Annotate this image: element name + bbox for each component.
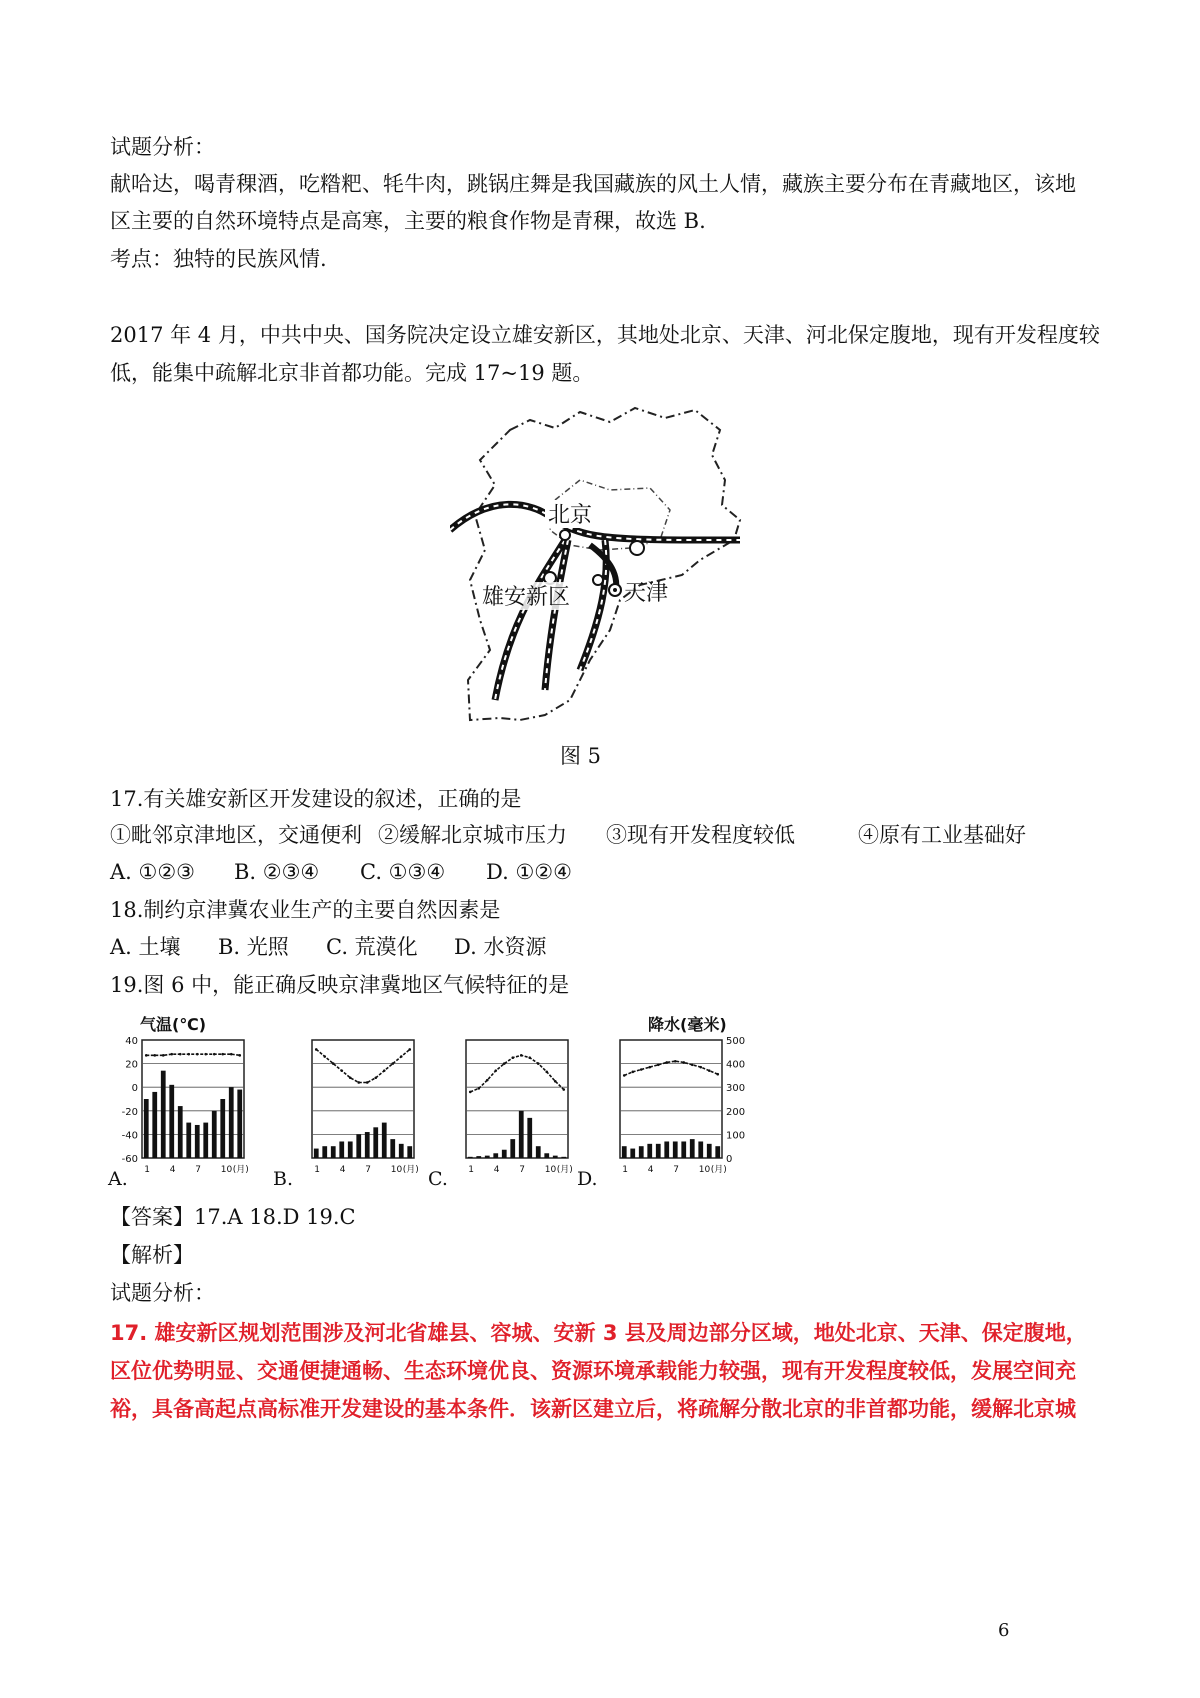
- q18-stem: 18.制约京津冀农业生产的主要自然因素是: [110, 898, 501, 922]
- temp-point: [187, 1053, 190, 1056]
- precip-bar: [630, 1149, 635, 1158]
- precip-bar: [519, 1111, 524, 1158]
- temp-point: [374, 1076, 377, 1079]
- precip-bar: [169, 1085, 174, 1158]
- temp-line: [470, 1055, 564, 1092]
- q17-option-c: C. ①③④: [360, 860, 446, 884]
- q17-statement-4: ④原有工业基础好: [858, 823, 1026, 847]
- month-tick-label: 7: [519, 1165, 525, 1175]
- month-tick-label: 1: [622, 1165, 628, 1175]
- month-tick-label: 7: [673, 1165, 679, 1175]
- temp-point: [340, 1069, 343, 1072]
- temp-point: [170, 1053, 173, 1056]
- temp-point: [204, 1053, 207, 1056]
- precip-bar: [229, 1087, 234, 1158]
- temp-point: [196, 1053, 199, 1056]
- temp-point: [162, 1054, 165, 1057]
- q17-option-b: B. ②③④: [234, 860, 320, 884]
- temp-point: [332, 1062, 335, 1065]
- precip-bar: [237, 1090, 242, 1158]
- month-tick-label: 4: [493, 1165, 500, 1175]
- intro-line1: 2017 年 4 月，中共中央、国务院决定设立雄安新区，其地处北京、天津、河北保定腹地，现有开发程度较: [110, 323, 1100, 347]
- precip-bar: [390, 1139, 395, 1158]
- month-unit-label: (月): [232, 1165, 249, 1175]
- temp-point: [357, 1081, 360, 1084]
- analysis-paragraph-line1: 献哈达，喝青稞酒，吃糌粑、牦牛肉，跳锅庄舞是我国藏族的风土人情，藏族主要分布在青藏地区，该地: [110, 172, 1076, 196]
- month-tick-label: 10: [544, 1165, 557, 1175]
- beijing-marker: [560, 530, 570, 540]
- precip-tick-label: 100: [726, 1130, 746, 1142]
- temp-point: [562, 1088, 565, 1091]
- q19-option-d-label: D.: [577, 1168, 598, 1190]
- precip-bar: [152, 1092, 157, 1158]
- temp-point: [221, 1053, 224, 1056]
- temp-point: [391, 1062, 394, 1065]
- month-tick-label: 10: [220, 1165, 233, 1175]
- analysis2-heading: 试题分析：: [110, 1281, 215, 1305]
- temp-point: [691, 1063, 694, 1066]
- precip-bar: [203, 1123, 208, 1158]
- explanation-red-line2: 区位优势明显、交通便捷通畅、生态环境优良、资源环境承载能力较强，现有开发程度较低，发展空间充: [110, 1359, 1076, 1383]
- q19-stem: 19.图 6 中，能正确反映京津冀地区气候特征的是: [110, 973, 570, 997]
- precip-bar: [493, 1153, 498, 1158]
- q18-option-d: D. 水资源: [454, 935, 547, 959]
- tianjin-marker-dot: [613, 588, 617, 592]
- month-tick-label: 1: [144, 1165, 150, 1175]
- precip-tick-label: 500: [726, 1036, 746, 1047]
- month-unit-label: (月): [556, 1165, 573, 1175]
- temp-point: [477, 1087, 480, 1090]
- precip-bar: [681, 1141, 686, 1158]
- temp-point: [623, 1074, 626, 1077]
- precip-bar: [365, 1132, 370, 1158]
- precip-bar: [639, 1146, 644, 1158]
- q19-option-c-label: C.: [428, 1168, 448, 1190]
- precip-bar: [715, 1146, 720, 1158]
- temp-point: [699, 1066, 702, 1069]
- month-tick-label: 4: [339, 1165, 346, 1175]
- chart-frame: [466, 1040, 568, 1158]
- month-tick-label: 4: [647, 1165, 654, 1175]
- q18-option-b: B. 光照: [218, 935, 289, 959]
- jingjinji-map: [450, 400, 770, 740]
- temp-point: [238, 1054, 241, 1057]
- node-mid: [593, 575, 603, 585]
- temp-point: [708, 1069, 711, 1072]
- temp-point: [408, 1048, 411, 1051]
- precip-bar: [382, 1123, 387, 1158]
- temp-point: [503, 1062, 506, 1065]
- answer-line: 【答案】17.A 18.D 19.C: [110, 1205, 356, 1229]
- q17-statement-2: ②缓解北京城市压力: [378, 823, 567, 847]
- intro-line2: 低，能集中疏解北京非首都功能。完成 17~19 题。: [110, 361, 594, 385]
- analysis-paragraph-line2: 区主要的自然环境特点是高寒，主要的粮食作物是青稞，故选 B.: [110, 209, 706, 233]
- precip-bar: [485, 1156, 490, 1158]
- q17-statement-3: ③现有开发程度较低: [606, 823, 795, 847]
- precip-bar: [664, 1141, 669, 1158]
- temp-point: [631, 1071, 634, 1074]
- temp-point: [528, 1056, 531, 1059]
- precip-bar: [673, 1141, 678, 1158]
- node-east: [630, 541, 644, 555]
- precip-bar: [144, 1099, 149, 1158]
- precip-bar: [407, 1146, 412, 1158]
- jiexi-heading: 【解析】: [110, 1243, 194, 1267]
- temp-point: [179, 1053, 182, 1056]
- temp-point: [545, 1071, 548, 1074]
- precip-bar: [314, 1149, 319, 1158]
- precip-bar: [527, 1118, 532, 1158]
- precip-bar: [622, 1146, 627, 1158]
- precip-bar: [212, 1111, 217, 1158]
- precip-bar: [178, 1106, 183, 1158]
- precip-bar: [322, 1146, 327, 1158]
- temp-point: [230, 1053, 233, 1056]
- precip-tick-label: 200: [726, 1106, 746, 1118]
- precip-bar: [647, 1144, 652, 1158]
- q17-option-a: A. ①②③: [110, 860, 195, 884]
- q19-option-a-label: A.: [108, 1168, 128, 1190]
- figure5-caption: 图 5: [560, 744, 602, 768]
- explanation-red-line1: 17. 雄安新区规划范围涉及河北省雄县、容城、安新 3 县及周边部分区域，地处北京、天津、保定腹地，: [110, 1321, 1087, 1345]
- q18-option-a: A. 土壤: [110, 935, 181, 959]
- analysis-heading: 试题分析：: [110, 135, 215, 159]
- temp-point: [494, 1069, 497, 1072]
- month-tick-label: 7: [365, 1165, 371, 1175]
- temp-point: [554, 1080, 557, 1083]
- precip-bar: [399, 1144, 404, 1158]
- xiongan-label: 雄安新区: [482, 585, 571, 610]
- q17-stem: 17.有关雄安新区开发建设的叙述，正确的是: [110, 787, 522, 811]
- temp-point: [657, 1063, 660, 1066]
- temp-point: [486, 1079, 489, 1082]
- month-unit-label: (月): [402, 1165, 419, 1175]
- temp-point: [323, 1055, 326, 1058]
- chart-frame: [620, 1040, 722, 1158]
- precip-bar: [476, 1156, 481, 1158]
- precip-bar: [707, 1144, 712, 1158]
- precip-bar: [544, 1153, 549, 1158]
- q17-option-d: D. ①②④: [486, 860, 572, 884]
- precip-bar: [698, 1141, 703, 1158]
- precip-bar: [502, 1150, 507, 1158]
- precip-bar: [468, 1157, 473, 1158]
- temp-axis-title: 气温(℃): [140, 1015, 207, 1034]
- month-tick-label: 1: [468, 1165, 474, 1175]
- precip-tick-label: 0: [726, 1154, 733, 1165]
- q17-options: [110, 857, 572, 887]
- precip-tick-label: 300: [726, 1083, 746, 1095]
- kaodian-line: 考点：独特的民族风情.: [110, 247, 327, 271]
- month-tick-label: 7: [195, 1165, 201, 1175]
- month-tick-label: 4: [169, 1165, 176, 1175]
- temp-point: [383, 1069, 386, 1072]
- precip-bar: [161, 1071, 166, 1158]
- temp-point: [520, 1054, 523, 1057]
- temp-point: [400, 1055, 403, 1058]
- month-unit-label: (月): [710, 1165, 727, 1175]
- temp-tick-label: 0: [131, 1083, 138, 1095]
- explanation-red-line3: 裕，具备高起点高标准开发建设的基本条件．该新区建立后，将疏解分散北京的非首都功能，缓解北京城: [110, 1397, 1076, 1421]
- precip-bar: [656, 1144, 661, 1158]
- precip-bar: [220, 1099, 225, 1158]
- precip-bar: [690, 1139, 695, 1158]
- precip-bar: [510, 1139, 515, 1158]
- temp-point: [511, 1056, 514, 1059]
- precip-bar: [195, 1125, 200, 1158]
- page-number: 6: [998, 1620, 1010, 1641]
- temp-point: [665, 1061, 668, 1064]
- q19-option-b-label: B.: [273, 1168, 294, 1190]
- temp-point: [716, 1073, 719, 1076]
- tianjin-label: 天津: [624, 581, 669, 606]
- temp-point: [537, 1062, 540, 1065]
- temp-point: [469, 1091, 472, 1094]
- temp-point: [366, 1081, 369, 1084]
- precip-bar: [356, 1134, 361, 1158]
- month-tick-label: 10: [390, 1165, 403, 1175]
- beijing-label: 北京: [548, 503, 593, 528]
- precip-bar: [561, 1157, 566, 1158]
- precip-bar: [373, 1127, 378, 1158]
- temp-tick-label: 40: [125, 1036, 138, 1047]
- precip-bar: [348, 1141, 353, 1158]
- temp-point: [648, 1066, 651, 1069]
- temp-tick-label: 20: [125, 1059, 138, 1071]
- temp-point: [674, 1060, 677, 1063]
- temp-line: [316, 1049, 410, 1082]
- month-tick-label: 10: [698, 1165, 711, 1175]
- chart-frame: [142, 1040, 244, 1158]
- temp-line: [146, 1054, 240, 1055]
- temp-point: [315, 1048, 318, 1051]
- precip-axis-title: 降水(毫米): [648, 1015, 727, 1034]
- temp-point: [213, 1053, 216, 1056]
- temp-point: [145, 1054, 148, 1057]
- q18-options: [110, 932, 546, 962]
- q18-option-c: C. 荒漠化: [326, 935, 418, 959]
- temp-tick-label: -60: [121, 1154, 138, 1165]
- q17-statement-1: ①毗邻京津地区，交通便利: [110, 823, 362, 847]
- precip-bar: [553, 1156, 558, 1158]
- temp-tick-label: -40: [121, 1130, 138, 1142]
- temp-point: [640, 1068, 643, 1071]
- precip-bar: [331, 1146, 336, 1158]
- precip-bar: [536, 1146, 541, 1158]
- q17-statements: [110, 820, 1026, 850]
- temp-point: [349, 1076, 352, 1079]
- precip-tick-label: 400: [726, 1059, 746, 1071]
- month-tick-label: 1: [314, 1165, 320, 1175]
- temp-point: [153, 1054, 156, 1057]
- precip-bar: [339, 1141, 344, 1158]
- temp-point: [682, 1061, 685, 1064]
- temp-tick-label: -20: [121, 1106, 138, 1118]
- precip-bar: [186, 1123, 191, 1158]
